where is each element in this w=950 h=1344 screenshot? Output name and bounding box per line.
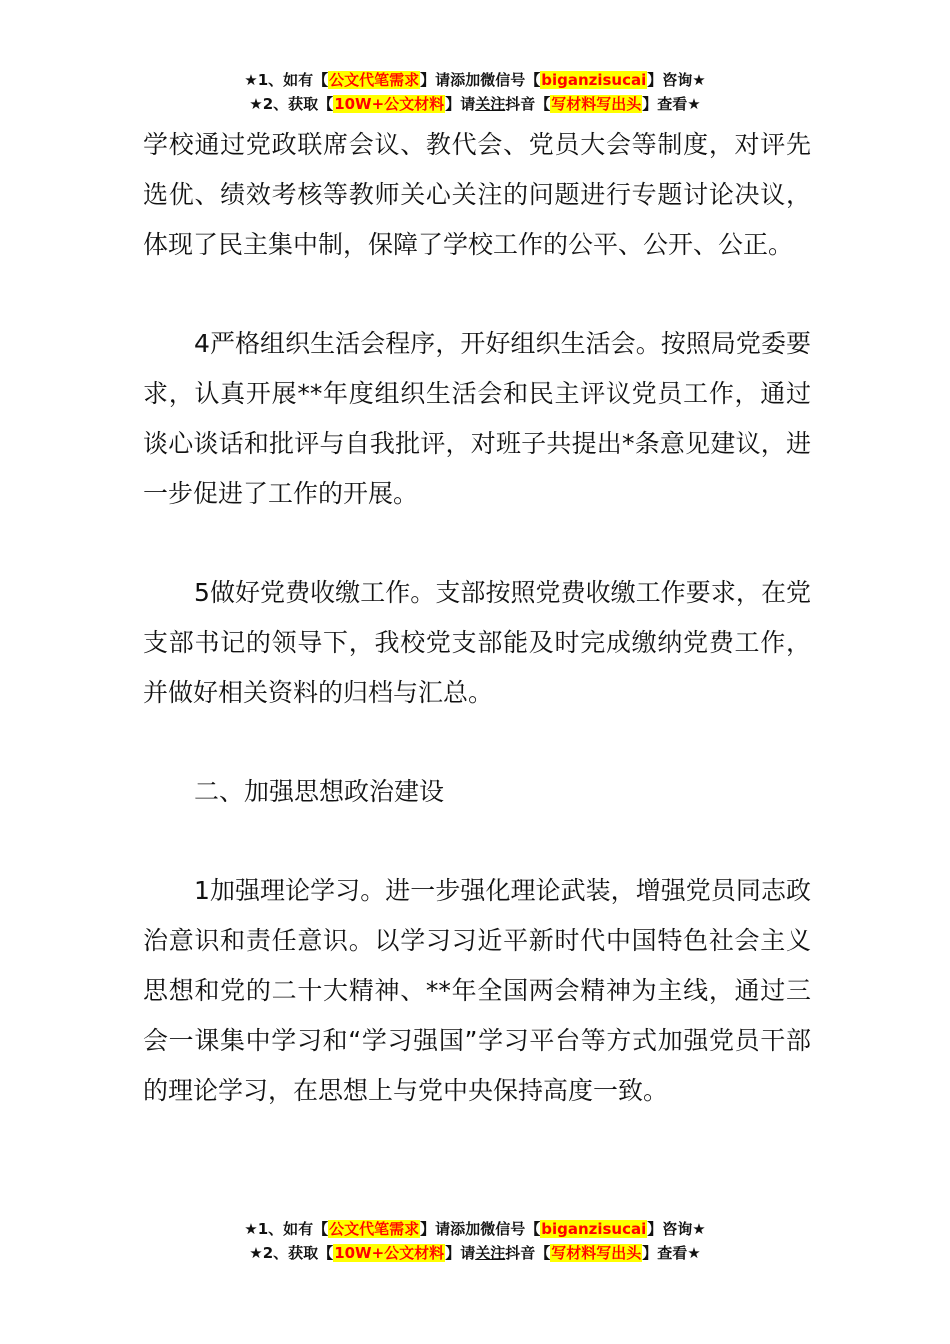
banner-line-1 [0,1217,950,1241]
highlight-wechat-id: biganzisucai [541,1220,647,1238]
banner-text: 抖音【 [505,95,551,113]
highlight-materials: 10W+公文材料 [334,1244,445,1262]
banner-text-underlined: 关注 [475,1244,506,1262]
banner-text: ★1、如有【 [244,1220,329,1238]
banner-text-bold: 加 [465,71,481,89]
banner-text: 】查看★ [642,95,701,113]
banner-text-bold: 加 [465,1220,481,1238]
paragraph-continuation: 学校通过党政联席会议、教代会、党员大会等制度，对评先选优、绩效考核等教师关心关注的问题进行专题讨论决议，体现了民主集中制，保障了学校工作的公平、公开、公正。 [143,130,811,259]
banner-text: 】请 [445,95,476,113]
banner-text: 】请添 [420,1220,466,1238]
banner-text: ★2、获取【 [249,1244,334,1262]
highlight-douyin-account: 写材料写出头 [551,95,642,113]
footer-banner [0,1217,950,1265]
paragraph-party-dues: 5做好党费收缴工作。支部按照党费收缴工作要求，在党支部书记的领导下，我校党支部能及时完成缴纳党费工作，并做好相关资料的归档与汇总。 [143,578,811,707]
banner-line-2 [0,1241,950,1265]
banner-text-underlined: 关注 [475,95,506,113]
paragraph-theory-study: 1加强理论学习。进一步强化理论武装，增强党员同志政治意识和责任意识。以学习习近平新时代中国特色社会主义思想和党的二十大精神、**年全国两会精神为主线，通过三会一课集中学习和“学习强国”学习平台等方式加强党员干部的理论学习，在思想上与党中央保持高度一致。 [143,876,811,1105]
header-banner [0,68,950,116]
highlight-materials: 10W+公文材料 [334,95,445,113]
banner-text: 】查看★ [642,1244,701,1262]
banner-text: 】请添 [420,71,466,89]
banner-text: 】咨询★ [647,1220,706,1238]
highlight-wechat-id: biganzisucai [541,71,647,89]
paragraph-organization-life: 4严格组织生活会程序，开好组织生活会。按照局党委要求，认真开展**年度组织生活会和民主评议党员工作，通过谈心谈话和批评与自我批评，对班子共提出*条意见建议，进一步促进了工作的开展。 [143,329,811,508]
banner-text: ★1、如有【 [244,71,329,89]
highlight-douyin-account: 写材料写出头 [551,1244,642,1262]
banner-text: 微信号【 [480,71,541,89]
banner-line-2 [0,92,950,116]
banner-text: 】咨询★ [647,71,706,89]
section-heading: 二、加强思想政治建设 [194,777,445,806]
banner-text: 微信号【 [480,1220,541,1238]
banner-line-1 [0,68,950,92]
banner-text: ★2、获取【 [249,95,334,113]
highlight-service: 公文代笔需求 [329,1220,420,1238]
banner-text: 】请 [445,1244,476,1262]
document-body [143,120,811,1165]
banner-text: 抖音【 [505,1244,551,1262]
highlight-service: 公文代笔需求 [329,71,420,89]
